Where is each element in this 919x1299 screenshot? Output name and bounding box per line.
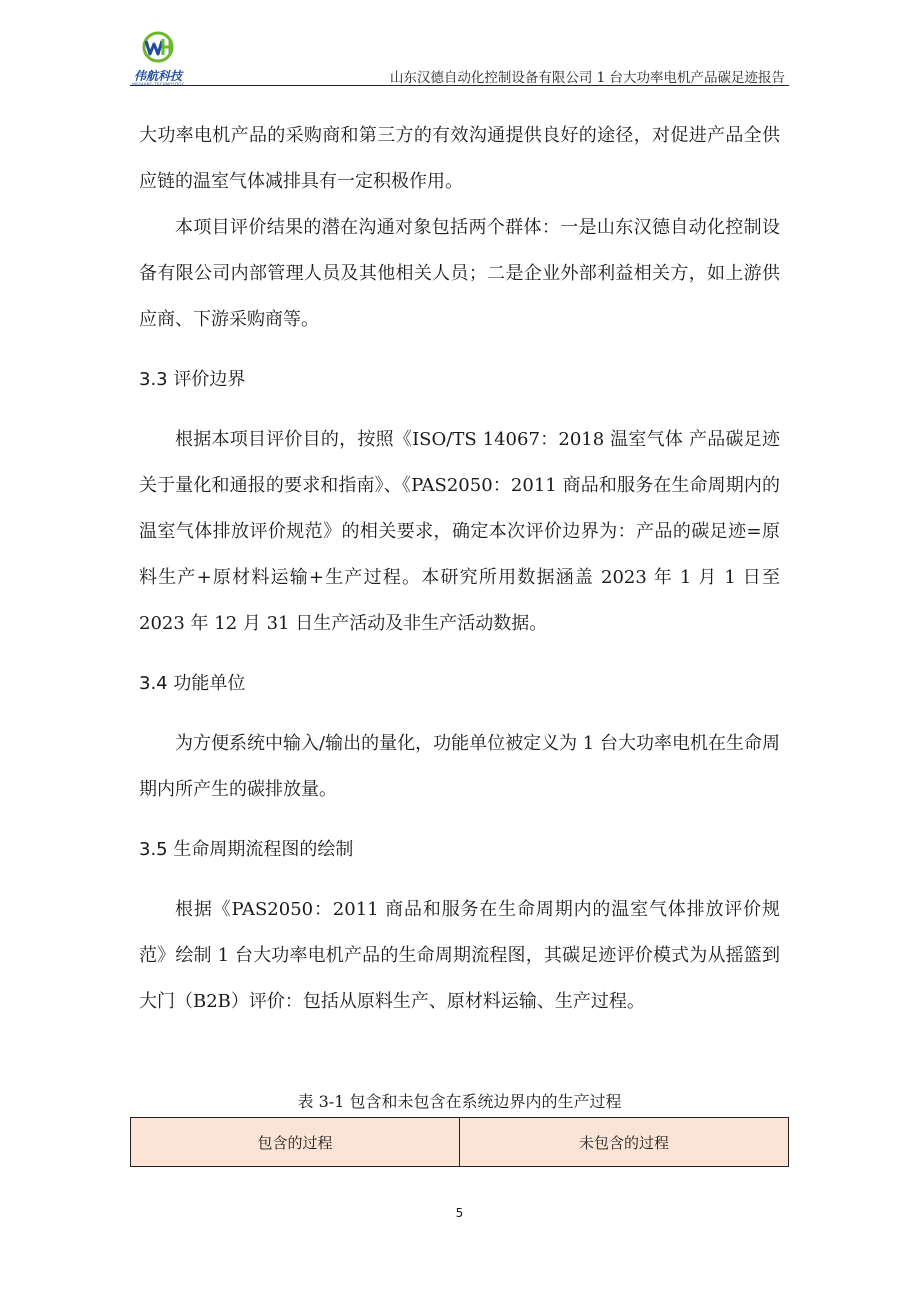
logo-text: 伟航科技 <box>133 69 182 83</box>
paragraph-functional-unit: 为方便系统中输入/输出的量化，功能单位被定义为 1 台大功率电机在生命周期内所产生的碳排放量。 <box>139 733 780 800</box>
header-title: 山东汉德自动化控制设备有限公司 1 台大功率电机产品碳足迹报告 <box>389 70 785 86</box>
table-header-excluded: 未包含的过程 <box>460 1118 789 1167</box>
paragraph-evaluation-boundary: 根据本项目评价目的，按照《ISO/TS 14067：2018 温室气体 产品碳足迹关于量化和通报的要求和指南》、《PAS2050：2011 商品和服务在生命周期内的温室气体排放评价规范》的相关要求，确定本次评价边界为：产品的碳足迹=原料生产+原材料运输+生产过程。本研究所用数据涵盖 2023 年 1 月 1 日至 2023 年 12 月 31 日生产活动及非生产活动数据。 <box>139 429 780 634</box>
header-divider <box>130 85 789 86</box>
paragraph-communication-targets: 本项目评价结果的潜在沟通对象包括两个群体：一是山东汉德自动化控制设备有限公司内部管理人员及其他相关人员；二是企业外部利益相关方，如上游供应商、下游采购商等。 <box>139 217 780 330</box>
section-heading-3-4: 3.4 功能单位 <box>139 673 246 694</box>
company-logo <box>130 30 186 86</box>
table-caption: 表 3-1 包含和未包含在系统边界内的生产过程 <box>297 1092 622 1111</box>
logo-emblem-icon <box>130 30 186 70</box>
section-heading-3-5: 3.5 生命周期流程图的绘制 <box>139 839 354 860</box>
process-boundary-table <box>130 1117 789 1167</box>
document-body <box>139 113 780 1025</box>
paragraph-communication-continued: 大功率电机产品的采购商和第三方的有效沟通提供良好的途径，对促进产品全供应链的温室气体减排具有一定积极作用。 <box>139 125 780 192</box>
logo-subtext: WEIHANG TECHNOLOGY <box>132 82 184 87</box>
table-header-included: 包含的过程 <box>131 1118 460 1167</box>
paragraph-lifecycle-flowchart: 根据《PAS2050：2011 商品和服务在生命周期内的温室气体排放评价规范》绘制 1 台大功率电机产品的生命周期流程图，其碳足迹评价模式为从摇篮到大门（B2B）评价：包括从原料生产、原材料运输、生产过程。 <box>139 899 780 1012</box>
table-header-row <box>131 1118 789 1167</box>
page-number: 5 <box>455 1206 464 1220</box>
section-heading-3-3: 3.3 评价边界 <box>139 369 246 390</box>
